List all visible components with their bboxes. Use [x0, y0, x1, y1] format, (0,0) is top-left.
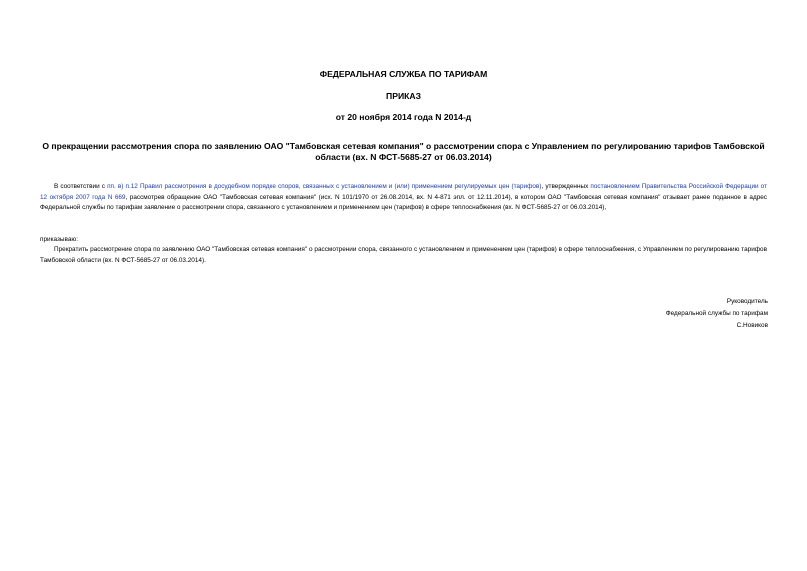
signature-position-1: Руководитель — [726, 298, 768, 305]
preamble-text-4: , рассмотрев обращение ОАО "Тамбовская сетевая компания" (исх. N 101/1970 от 26.08.2014, вх. N 4-871 эпл. от 12.11.2014), в котором ОАО "Тамбовская сетевая компания" отзывает ранее поданное в адрес Федеральной службы по тарифам заявление о рассмотрении спора, связанного с установлением и применением цен (тарифов) в сфере теплоснабжения (вх. N ФСТ-5685-27 от 06.03.2014), — [40, 193, 767, 211]
document-subject: О прекращении рассмотрения спора по заявлению ОАО "Тамбовская сетевая компания" о рассмотрении спора с Управлением по регулированию тарифов Тамбовской области (вх. N ФСТ-5685-27 от 06.03.2014) — [42, 141, 765, 162]
link-rules-clause[interactable]: пп. в) п.12 — [107, 183, 138, 190]
signature-block — [666, 296, 768, 332]
date-number-heading: от 20 ноября 2014 года N 2014-д — [335, 112, 472, 122]
document-type-heading: ПРИКАЗ — [386, 91, 421, 101]
preamble-text-3: , утвержденных — [541, 183, 591, 190]
link-dispute-rules[interactable]: Правил рассмотрения в досудебном порядке споров, связанных с установлением и (или) применением регулируемых цен (тарифов) — [139, 183, 542, 190]
orders-word: приказываю: — [40, 236, 78, 243]
link-government-resolution[interactable]: постановлением Правительства Российской Федерации от 12 октября 2007 года N 669 — [40, 183, 768, 201]
signature-position-2: Федеральной службы по тарифам — [665, 310, 768, 317]
preamble-paragraph — [40, 182, 767, 214]
decision-paragraph: Прекратить рассмотрение спора по заявлению ОАО "Тамбовская сетевая компания" о рассмотрении спора, связанного с установлением и применением цен (тарифов) в сфере теплоснабжения, с Управлением по регулированию тарифов Тамбовской области (вх. N ФСТ-5685-27 от 06.03.2014). — [40, 246, 767, 264]
signature-name: С.Новиков — [736, 322, 768, 329]
agency-heading: ФЕДЕРАЛЬНАЯ СЛУЖБА ПО ТАРИФАМ — [319, 69, 488, 79]
preamble-text-1: В соответствии с — [54, 183, 108, 190]
